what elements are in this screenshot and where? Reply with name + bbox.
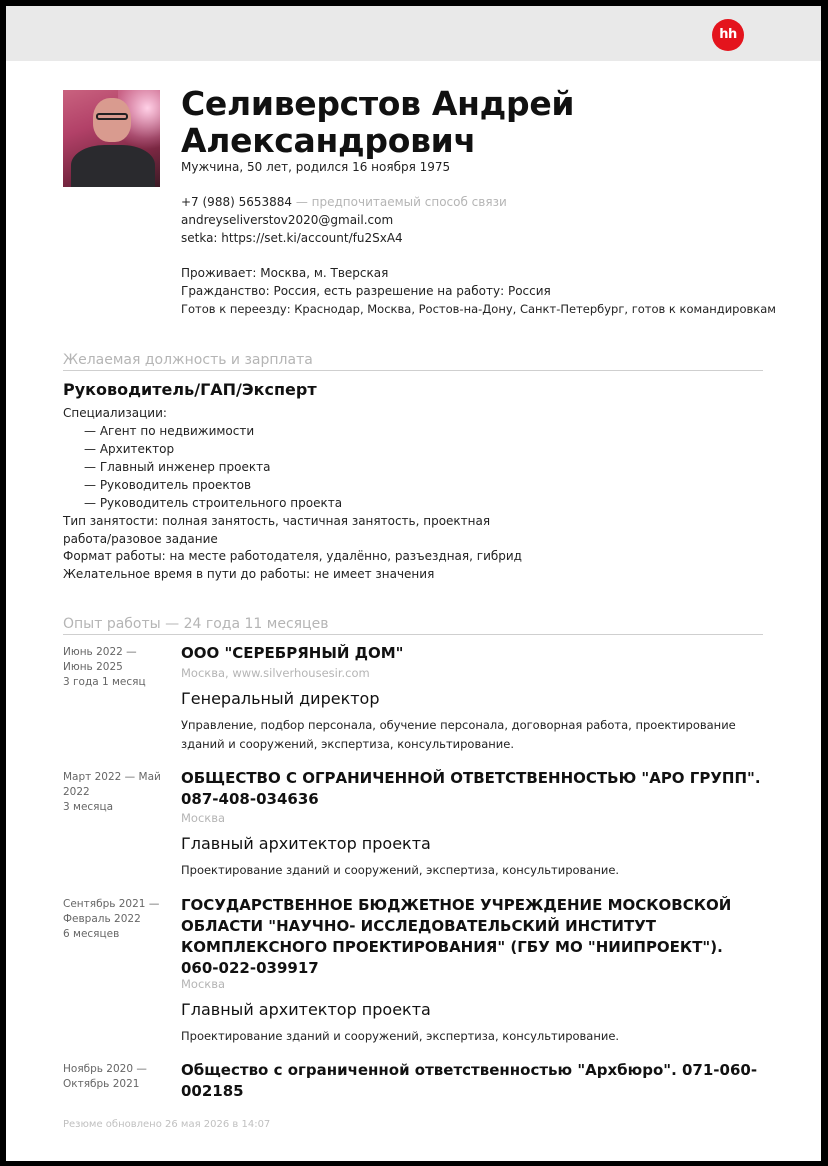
avatar (63, 90, 160, 187)
job-title: Главный архитектор проекта (181, 834, 431, 853)
divider (63, 634, 763, 635)
setka-link[interactable]: setka: https://set.ki/account/fu2SxA4 (181, 231, 403, 245)
specializations-label: Специализации: (63, 406, 167, 420)
job-company: ОБЩЕСТВО С ОГРАНИЧЕННОЙ ОТВЕТСТВЕННОСТЬЮ "АРО ГРУПП". 087-408-034636 (181, 769, 761, 808)
job-duration: 3 года 1 месяц (63, 676, 146, 688)
hh-logo-icon[interactable]: hh (712, 19, 744, 51)
job-description: Проектирование зданий и сооружений, экспертиза, консультирование. (181, 1029, 620, 1043)
specialization-item: — Агент по недвижимости (84, 424, 255, 438)
relocation: Готов к переезду: Краснодар, Москва, Ростов-на-Дону, Санкт-Петербург, готов к командировкам (181, 302, 776, 316)
specialization-item: — Руководитель строительного проекта (84, 496, 343, 510)
desired-position-title: Руководитель/ГАП/Эксперт (63, 380, 317, 399)
job-duration: 3 месяца (63, 801, 114, 813)
top-bar (6, 6, 821, 61)
resume-page (6, 6, 821, 1161)
job-title: Главный архитектор проекта (181, 1000, 431, 1019)
specialization-item: — Руководитель проектов (84, 478, 252, 492)
job-location: Москва, www.silverhousesir.com (181, 666, 370, 680)
job-company: ГОСУДАРСТВЕННОЕ БЮДЖЕТНОЕ УЧРЕЖДЕНИЕ МОСКОВСКОЙ ОБЛАСТИ "НАУЧНО- ИССЛЕДОВАТЕЛЬСКИЙ ИНСТИТУТ КОМПЛЕКСНОГО ПРОЕКТИРОВАНИЯ" (ГБУ МО "НИИПРОЕКТ"). 060-022-039917 (181, 896, 732, 977)
residence: Проживает: Москва, м. Тверская (181, 266, 389, 280)
email-link[interactable]: andreyseliverstov2020@gmail.com (181, 213, 394, 227)
personal-meta: Мужчина, 50 лет, родился 16 ноября 1975 (181, 160, 451, 174)
employment-type: Тип занятости: полная занятость, частичная занятость, проектная работа/разовое задание (63, 514, 491, 546)
resume-updated: Резюме обновлено 26 мая 2026 в 14:07 (63, 1119, 271, 1130)
job-duration: 6 месяцев (63, 928, 120, 940)
job-period: Июнь 2022 — Июнь 2025 (63, 646, 137, 673)
job-title: Генеральный директор (181, 689, 380, 708)
candidate-name (181, 85, 741, 159)
job-dates (63, 645, 168, 690)
job-location: Москва (181, 811, 226, 825)
specialization-item: — Архитектор (84, 442, 175, 456)
job-period: Март 2022 — Май 2022 (63, 771, 161, 798)
job-period: Ноябрь 2020 — Октябрь 2021 (63, 1063, 147, 1090)
job-dates (63, 770, 168, 815)
job-description: Управление, подбор персонала, обучение персонала, договорная работа, проектирование зданий и сооружений, экспертиза, консультирование. (181, 718, 736, 751)
job-company: ООО "СЕРЕБРЯНЫЙ ДОМ" (181, 644, 404, 662)
specialization-item: — Главный инженер проекта (84, 460, 271, 474)
name-line-2: Александрович (181, 121, 476, 160)
job-description: Проектирование зданий и сооружений, экспертиза, консультирование. (181, 863, 620, 877)
commute-time: Желательное время в пути до работы: не имеет значения (63, 567, 435, 581)
name-line-1: Селиверстов Андрей (181, 84, 575, 123)
job-dates (63, 1062, 168, 1092)
phone-number[interactable]: +7 (988) 5653884 (181, 195, 293, 209)
citizenship: Гражданство: Россия, есть разрешение на работу: Россия (181, 284, 551, 298)
section-experience: Опыт работы — 24 года 11 месяцев (63, 616, 329, 632)
phone-line (181, 195, 507, 209)
job-dates (63, 897, 168, 942)
phone-note: — предпочитаемый способ связи (292, 195, 507, 209)
job-period: Сентябрь 2021 — Февраль 2022 (63, 898, 160, 925)
job-location: Москва (181, 977, 226, 991)
section-desired-position: Желаемая должность и зарплата (63, 352, 313, 368)
divider (63, 370, 763, 371)
work-format: Формат работы: на месте работодателя, удалённо, разъездная, гибрид (63, 549, 522, 563)
job-company: Общество с ограниченной ответственностью "Архбюро". 071-060-002185 (181, 1061, 758, 1100)
